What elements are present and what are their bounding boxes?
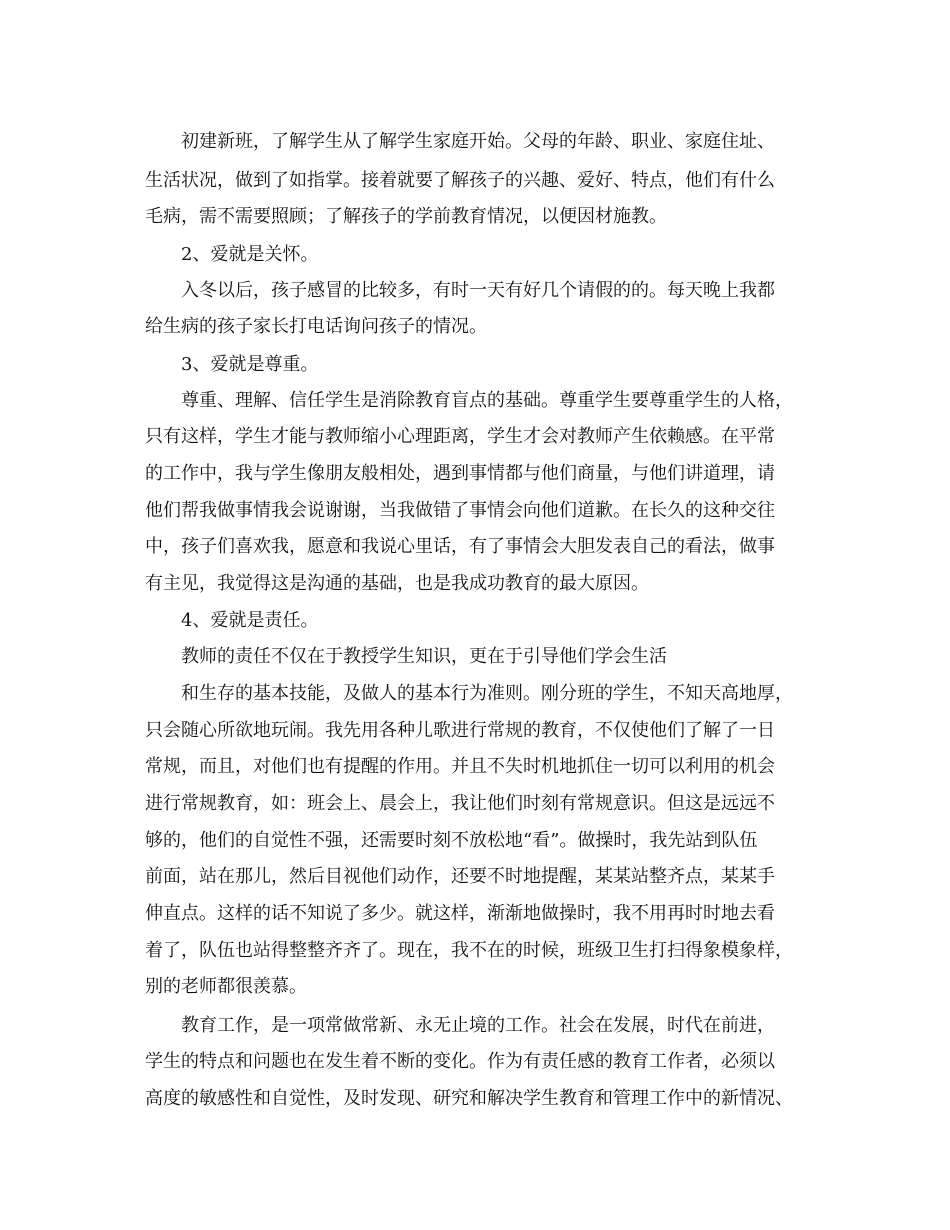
body-text-line: 常规，而且，对他们也有提醒的作用。并且不失时机地抓住一切可以利用的机会 [145, 756, 775, 777]
body-text-line: 他们帮我做事情我会说谢谢，当我做错了事情会向他们道歉。在长久的这种交往 [145, 500, 775, 521]
body-text-line: 高度的敏感性和自觉性，及时发现、研究和解决学生教育和管理工作中的新情况、 [145, 1088, 793, 1109]
body-text-line: 和生存的基本技能，及做人的基本行为准则。刚分班的学生，不知天高地厚， [181, 683, 793, 704]
body-text-line: 够的，他们的自觉性不强，还需要时刻不放松地“看”。做操时，我先站到队伍 [145, 830, 758, 851]
body-text-line: 前面，站在那儿，然后目视他们动作，还要不时地提醒，某某站整齐点，某某手 [145, 866, 775, 887]
body-text-line: 初建新班，了解学生从了解学生家庭开始。父母的年龄、职业、家庭住址、 [181, 131, 775, 152]
body-text-line: 教师的责任不仅在于教授学生知识，更在于引导他们学会生活 [181, 646, 667, 667]
body-text-line: 入冬以后，孩子感冒的比较多，有时一天有好几个请假的的。每天晚上我都 [181, 280, 775, 301]
body-text-line: 学生的特点和问题也在发生着不断的变化。作为有责任感的教育工作者，必须以 [145, 1051, 775, 1072]
body-text-line: 只会随心所欲地玩闹。我先用各种儿歌进行常规的教育，不仅使他们了解了一日 [145, 720, 775, 741]
body-text-line: 有主见，我觉得这是沟通的基础，也是我成功教育的最大原因。 [145, 573, 649, 594]
section-heading: 4、爱就是责任。 [181, 610, 319, 631]
body-text-line: 进行常规教育，如：班会上、晨会上，我让他们时刻有常规意识。但这是远远不 [145, 793, 775, 814]
section-heading: 3、爱就是尊重。 [181, 354, 319, 375]
body-text-line: 毛病，需不需要照顾；了解孩子的学前教育情况，以便因材施教。 [145, 206, 667, 227]
body-text-line: 只有这样，学生才能与教师缩小心理距离，学生才会对教师产生依赖感。在平常 [145, 426, 775, 447]
body-text-line: 中，孩子们喜欢我，愿意和我说心里话，有了事情会大胆发表自己的看法，做事 [145, 536, 775, 557]
body-text-line: 伸直点。这样的话不知说了多少。就这样，渐渐地做操时，我不用再时时地去看 [145, 903, 775, 924]
body-text-line: 生活状况，做到了如指掌。接着就要了解孩子的兴趣、爱好、特点，他们有什么 [145, 170, 775, 191]
body-text-line: 给生病的孩子家长打电话询问孩子的情况。 [145, 316, 487, 337]
body-text-line: 尊重、理解、信任学生是消除教育盲点的基础。尊重学生要尊重学生的人格， [181, 390, 793, 411]
section-heading: 2、爱就是关怀。 [181, 244, 319, 265]
body-text-line: 教育工作，是一项常做常新、永无止境的工作。社会在发展，时代在前进， [181, 1015, 775, 1036]
body-text-line: 的工作中，我与学生像朋友般相处，遇到事情都与他们商量，与他们讲道理，请 [145, 463, 775, 484]
body-text-line: 别的老师都很羡慕。 [145, 976, 307, 997]
body-text-line: 着了，队伍也站得整整齐齐了。现在，我不在的时候，班级卫生打扫得象模象样， [145, 940, 793, 961]
